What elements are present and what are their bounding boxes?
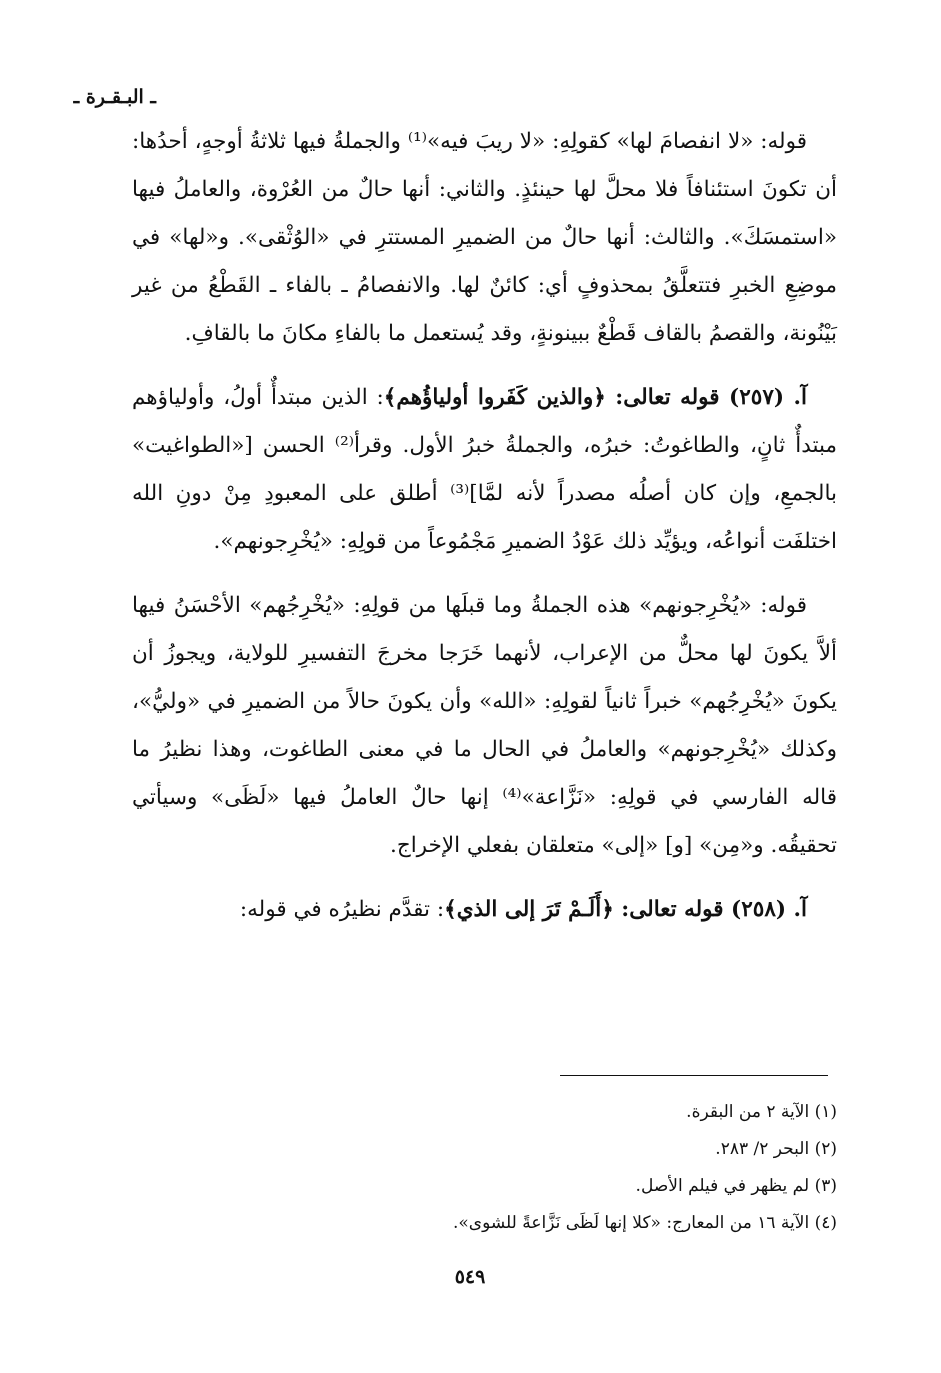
paragraph-text: : تقدَّم نظيرُه في قوله: (239, 897, 445, 922)
paragraph (132, 118, 837, 358)
paragraph (132, 582, 837, 870)
verse-heading: آ. (٢٥٨) قوله تعالى: ﴿أَلَـمْ تَرَ إلى الذي﴾ (444, 897, 807, 922)
verse-heading: آ. (٢٥٧) قوله تعالى: ﴿والذين كَفَروا أولياؤُهم﴾ (383, 385, 807, 410)
running-head: ـ البـقـرة ـ (73, 86, 156, 108)
footnote-divider (560, 1075, 828, 1076)
main-text (132, 118, 837, 934)
paragraph-text: : الذين مبتدأٌ أولُ، وأولياؤهم مبتدأٌ ثانٍ، والطاغوتُ: خبرُه، والجملةُ خبرُ الأول. وقرأ⁽²⁾ الحسن [«الطواغيت» بالجمعِ، وإن كان أصلُه مصدراً لأنه لمَّا]⁽³⁾ أطلق على المعبودِ مِنْ دونِ الله اختلفَت أنواعُه، ويؤيِّد ذلك عَوْدُ الضميرِ مَجْمُوعاً من قولِهِ: «يُخْرِجونهم». (132, 385, 838, 554)
footnote: (٣) لم يظهر في فيلم الأصل. (635, 1176, 837, 1196)
footnote: (٢) البحر ٢/ ٢٨٣. (715, 1139, 837, 1159)
paragraph (132, 374, 837, 566)
paragraph-text: قوله: «لا انفصامَ لها» كقولِهِ: «لا ريبَ فيه»⁽¹⁾ والجملةُ فيها ثلاثةُ أوجهٍ، أحدُها: أن تكونَ استئنافاً فلا محلَّ لها حينئذٍ. والثاني: أنها حالٌ من العُرْوة، والعاملُ فيها «استمسَكَ». والثالث: أنها حالٌ من الضميرِ المستترِ في «الوُثْقى». و«لها» في موضِعِ الخبرِ فتتعلَّقُ بمحذوفٍ أي: كائنٌ لها. والانفصامُ ـ بالفاء ـ القَطْعُ من غير بَيْنُونة، والقصمُ بالقاف قَطْعٌ ببينونةٍ، وقد يُستعمل ما بالفاءِ مكانَ ما بالقافِ. (132, 129, 837, 346)
paragraph (132, 886, 837, 934)
footnotes (300, 1094, 837, 1242)
paragraph-text: قوله: «يُخْرِجونهم» هذه الجملةُ وما قبلَها من قولِهِ: «يُخْرِجُهم» الأحْسَنُ فيها ألاَّ يكونَ لها محلٌّ من الإعراب، لأنهما خَرَجا مخرجَ التفسيرِ للولاية، ويجوزُ أن يكونَ «يُخْرِجُهم» خبراً ثانياً لقولِهِ: «الله» وأن يكونَ حالاً من الضميرِ في «وليُّ»، وكذلك «يُخْرِجونهم» والعاملُ في الحال ما في معنى الطاغوت، وهذا نظيرُ ما قاله الفارسي في قولِهِ: «نَزَّاعة»⁽⁴⁾ إنها حالٌ العاملُ فيها «لَظَى» وسيأتي تحقيقُه. و«مِن» [و] «إلى» متعلقان بفعلي الإخراج. (132, 593, 837, 858)
page-number: ٥٤٩ (454, 1266, 486, 1288)
footnote: (١) الآية ٢ من البقرة. (686, 1102, 837, 1122)
footnote: (٤) الآية ١٦ من المعارج: «كلا إنها لَظَى نَزَّاعةً للشوى». (452, 1213, 837, 1233)
